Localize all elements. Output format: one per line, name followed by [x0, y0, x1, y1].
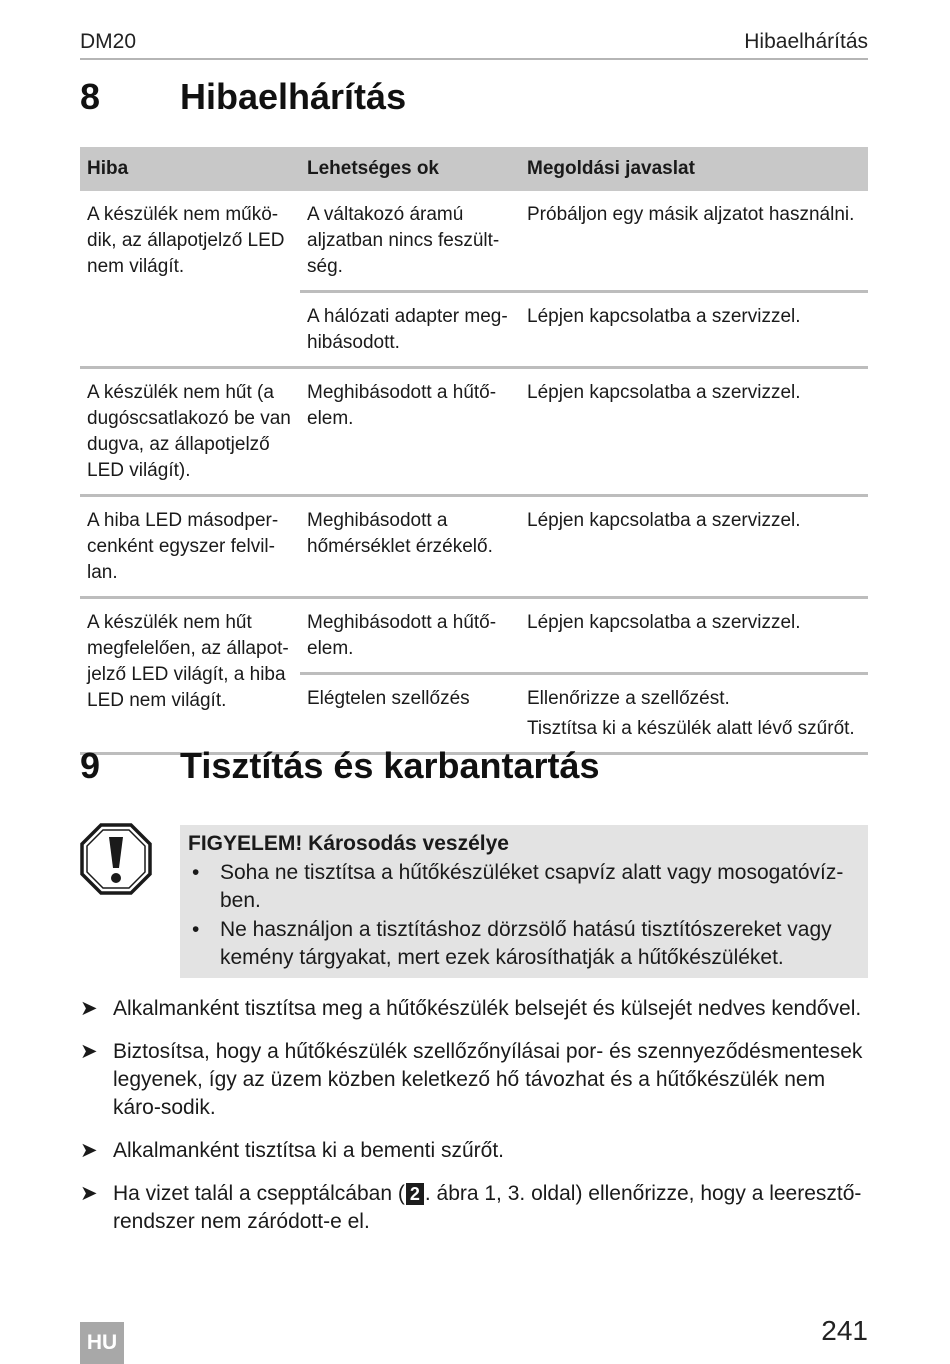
arrow-icon: ➤	[80, 1040, 98, 1063]
section-number: 8	[80, 76, 101, 117]
solution-cell	[520, 380, 868, 432]
solution-cell	[520, 304, 868, 356]
arrow-icon: ➤	[80, 997, 98, 1020]
table-header	[80, 147, 868, 191]
warning-title: FIGYELEM! Károsodás veszélye	[188, 832, 509, 855]
table-row-group	[80, 369, 868, 497]
cause-cell: Elégtelen szellőzés	[307, 688, 470, 709]
warning-item-text: Ne használjon a tisztításhoz dörzsölő hatású tisztítószereket vagy kemény tárgyakat, mert ezek károsíthatják a hűtőkészüléket.	[220, 918, 832, 969]
table-row	[300, 369, 868, 442]
table-row	[300, 672, 868, 752]
table-row-group	[80, 497, 868, 599]
cause-cell: Meghibásodott a hűtő-elem.	[307, 382, 497, 429]
cause-cell: Meghibásodott a hűtő-elem.	[307, 612, 497, 659]
solution-text: Lépjen kapcsolatba a szervizzel.	[527, 382, 801, 403]
solution-text: Lépjen kapcsolatba a szervizzel.	[527, 306, 801, 327]
warning-item-text: Soha ne tisztítsa a hűtőkészüléket csapvíz alatt vagy mosogatóvíz-ben.	[220, 861, 844, 912]
solution-text: Tisztítsa ki a készülék alatt lévő szűrőt.	[527, 718, 855, 739]
table-row	[300, 191, 868, 290]
step-text: Ha vizet talál a csepptálcában (	[113, 1182, 405, 1205]
cause-cell: A váltakozó áramú aljzatban nincs feszült-ség.	[307, 204, 500, 277]
step-text: Biztosítsa, hogy a hűtőkészülék szellőzőnyílásai por- és szennyeződésmentesek legyenek, így az üzem közben keletkező hő távozhat és a hűtőkészülék nem káro-sodik.	[113, 1040, 863, 1119]
fault-cell: A készülék nem hűt (a dugóscsatlakozó be van dugva, az állapotjelző LED világít).	[87, 382, 291, 481]
section-title: Hibaelhárítás	[180, 76, 407, 117]
page-number: 241	[821, 1315, 868, 1346]
solution-cell	[520, 686, 868, 742]
section-9-heading	[80, 745, 600, 787]
step-item	[80, 1180, 870, 1236]
header-cell-fault: Hiba	[87, 158, 129, 179]
bullet-icon: •	[192, 861, 200, 884]
cause-cell: A hálózati adapter meg-hibásodott.	[307, 306, 508, 353]
warning-item	[188, 916, 858, 972]
table-row	[300, 497, 868, 570]
step-text: . ábra 1, 3. oldal) ellenőrizze, hogy a leeresztő-rendszer nem záródott-e el.	[113, 1182, 862, 1233]
warning-box	[180, 825, 868, 978]
cause-cell: Meghibásodott a hőmérséklet érzékelő.	[307, 510, 493, 557]
section-number: 9	[80, 745, 101, 786]
figure-badge: 2	[406, 1183, 424, 1205]
step-text: Alkalmanként tisztítsa meg a hűtőkészülék belsejét és külsejét nedves kendővel.	[113, 997, 862, 1020]
header-product: DM20	[80, 30, 137, 53]
fault-cell: A készülék nem műkö-dik, az állapotjelző LED nem világít.	[87, 204, 285, 277]
table-row-group	[80, 599, 868, 755]
table-row	[300, 599, 868, 672]
exclamation-octagon-icon	[80, 823, 152, 895]
bullet-icon: •	[192, 918, 200, 941]
cleaning-steps	[80, 995, 870, 1251]
header-cell-cause: Lehetséges ok	[307, 158, 439, 179]
table-row	[300, 290, 868, 366]
step-item	[80, 995, 870, 1023]
solution-cell	[520, 610, 868, 662]
step-item	[80, 1137, 870, 1165]
header-rule	[80, 58, 868, 60]
table-row-group	[80, 191, 868, 369]
warning-item	[188, 859, 858, 915]
troubleshooting-table	[80, 147, 868, 755]
solution-text: Ellenőrizze a szellőzést.	[527, 688, 730, 709]
fault-cell: A készülék nem hűt megfelelően, az állapot-jelző LED világít, a hiba LED nem világít.	[87, 612, 289, 711]
fault-cell: A hiba LED másodper-cenként egyszer felvil-lan.	[87, 510, 279, 583]
header-chapter: Hibaelhárítás	[744, 30, 868, 53]
section-8-heading	[80, 76, 406, 118]
solution-cell	[520, 202, 868, 280]
header-cell-solution: Megoldási javaslat	[527, 158, 695, 179]
step-text: Alkalmanként tisztítsa ki a bementi szűrőt.	[113, 1139, 504, 1162]
solution-text: Lépjen kapcsolatba a szervizzel.	[527, 510, 801, 531]
language-tab: HU	[80, 1322, 124, 1364]
solution-text: Próbáljon egy másik aljzatot használni.	[527, 204, 855, 225]
arrow-icon: ➤	[80, 1182, 98, 1205]
step-item	[80, 1038, 870, 1122]
solution-cell	[520, 508, 868, 560]
arrow-icon: ➤	[80, 1139, 98, 1162]
section-title: Tisztítás és karbantartás	[180, 745, 600, 786]
solution-text: Lépjen kapcsolatba a szervizzel.	[527, 612, 801, 633]
